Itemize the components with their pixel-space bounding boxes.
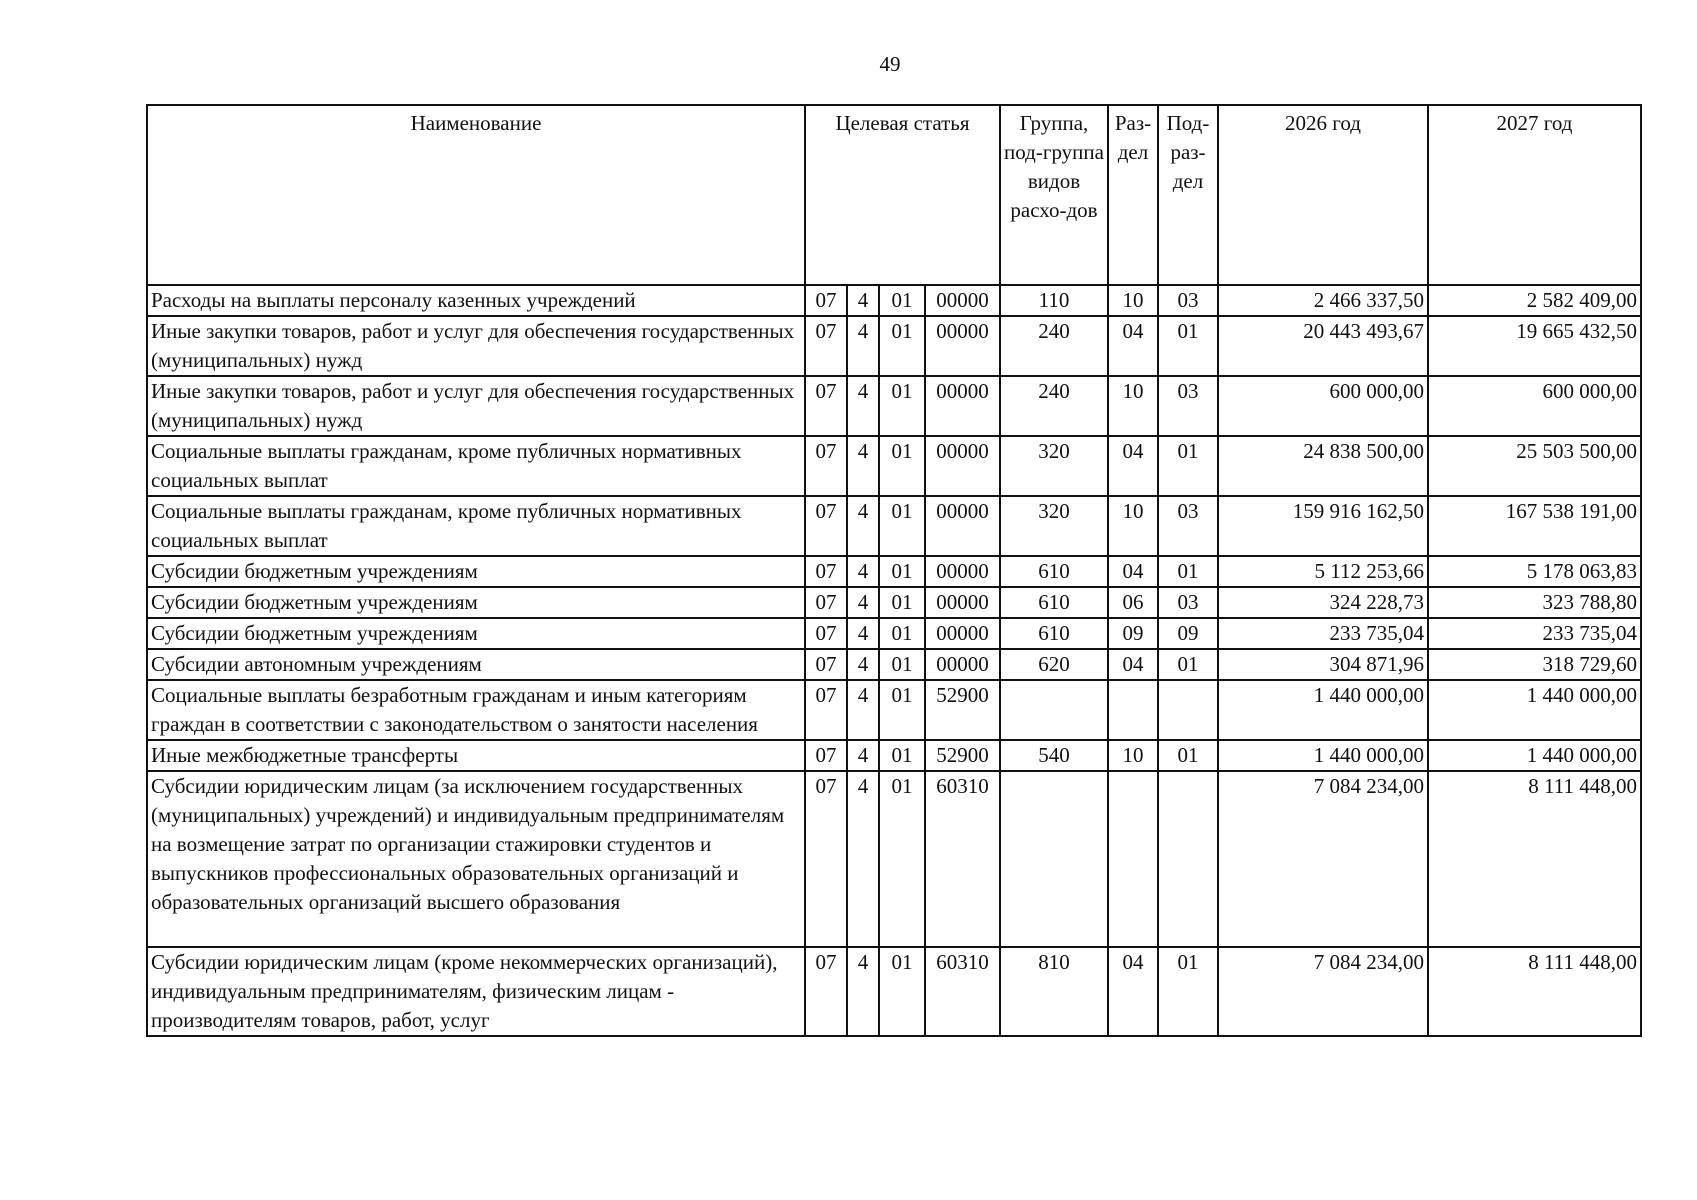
cell-amount-2027: 1 440 000,00 [1428,740,1641,771]
table-row [147,587,1641,618]
cell-name: Субсидии автономным учреждениям [147,649,805,680]
cell-target-code-2: 4 [847,649,879,680]
cell-amount-2027: 25 503 500,00 [1428,436,1641,496]
cell-name: Иные закупки товаров, работ и услуг для обеспечения государственных (муниципальных) нужд [147,376,805,436]
cell-target-code-3: 01 [879,649,925,680]
cell-amount-2026: 20 443 493,67 [1218,316,1428,376]
cell-name: Субсидии бюджетным учреждениям [147,618,805,649]
cell-target-code-1: 07 [805,680,847,740]
cell-subsection [1158,771,1218,947]
cell-target-code-4: 00000 [925,436,1000,496]
cell-name: Субсидии юридическим лицам (за исключением государственных (муниципальных) учреждений) и индивидуальным предпринимателям на возмещение затрат по организации стажировки студентов и выпускников профессиональных образовательных организаций и образовательных организаций высшего образования [147,771,805,947]
cell-amount-2026: 1 440 000,00 [1218,680,1428,740]
cell-target-code-1: 07 [805,618,847,649]
cell-target-code-1: 07 [805,947,847,1036]
page-number: 49 [879,52,901,76]
cell-amount-2027: 233 735,04 [1428,618,1641,649]
cell-target-code-3: 01 [879,285,925,316]
cell-target-code-3: 01 [879,771,925,947]
table-row [147,740,1641,771]
cell-target-code-2: 4 [847,376,879,436]
table-row [147,556,1641,587]
cell-target-code-4: 60310 [925,771,1000,947]
cell-target-code-4: 00000 [925,556,1000,587]
cell-subsection: 03 [1158,285,1218,316]
cell-amount-2026: 304 871,96 [1218,649,1428,680]
cell-target-code-2: 4 [847,496,879,556]
cell-section: 10 [1108,740,1158,771]
header-subsection: Под-раз-дел [1158,105,1218,285]
cell-expense-group [1000,680,1108,740]
table-row [147,771,1641,947]
cell-target-code-3: 01 [879,618,925,649]
cell-name: Социальные выплаты гражданам, кроме публичных нормативных социальных выплат [147,436,805,496]
cell-target-code-4: 00000 [925,649,1000,680]
budget-table [146,104,1642,1037]
cell-subsection: 01 [1158,947,1218,1036]
cell-target-code-4: 52900 [925,740,1000,771]
header-target-article: Целевая статья [805,105,1000,285]
cell-target-code-3: 01 [879,436,925,496]
cell-subsection: 03 [1158,376,1218,436]
table-row [147,285,1641,316]
cell-amount-2027: 5 178 063,83 [1428,556,1641,587]
cell-target-code-2: 4 [847,740,879,771]
header-section: Раз-дел [1108,105,1158,285]
cell-target-code-1: 07 [805,771,847,947]
table-row [147,316,1641,376]
cell-subsection: 01 [1158,649,1218,680]
cell-section: 09 [1108,618,1158,649]
cell-amount-2027: 318 729,60 [1428,649,1641,680]
cell-amount-2026: 24 838 500,00 [1218,436,1428,496]
cell-target-code-2: 4 [847,316,879,376]
table-row [147,376,1641,436]
cell-target-code-3: 01 [879,376,925,436]
table-row [147,436,1641,496]
cell-target-code-4: 60310 [925,947,1000,1036]
cell-target-code-1: 07 [805,316,847,376]
cell-target-code-3: 01 [879,947,925,1036]
cell-name: Социальные выплаты безработным гражданам и иным категориям граждан в соответствии с законодательством о занятости населения [147,680,805,740]
cell-amount-2026: 1 440 000,00 [1218,740,1428,771]
cell-name: Социальные выплаты гражданам, кроме публичных нормативных социальных выплат [147,496,805,556]
cell-amount-2026: 5 112 253,66 [1218,556,1428,587]
cell-section: 04 [1108,556,1158,587]
table-header-row [147,105,1641,285]
header-expense-group: Группа, под-группа видов расхо-дов [1000,105,1108,285]
table-row [147,649,1641,680]
cell-amount-2026: 159 916 162,50 [1218,496,1428,556]
cell-name: Расходы на выплаты персоналу казенных учреждений [147,285,805,316]
cell-amount-2026: 7 084 234,00 [1218,771,1428,947]
cell-amount-2027: 600 000,00 [1428,376,1641,436]
cell-target-code-2: 4 [847,618,879,649]
cell-target-code-2: 4 [847,436,879,496]
cell-amount-2026: 600 000,00 [1218,376,1428,436]
cell-section: 10 [1108,376,1158,436]
cell-section: 10 [1108,285,1158,316]
cell-target-code-1: 07 [805,376,847,436]
cell-name: Субсидии юридическим лицам (кроме некоммерческих организаций), индивидуальным предпринимателям, физическим лицам - производителям товаров, работ, услуг [147,947,805,1036]
cell-name: Иные закупки товаров, работ и услуг для обеспечения государственных (муниципальных) нужд [147,316,805,376]
cell-target-code-4: 00000 [925,587,1000,618]
cell-expense-group [1000,771,1108,947]
cell-amount-2026: 233 735,04 [1218,618,1428,649]
cell-expense-group: 240 [1000,376,1108,436]
cell-target-code-2: 4 [847,556,879,587]
cell-section [1108,680,1158,740]
cell-amount-2026: 324 228,73 [1218,587,1428,618]
cell-target-code-1: 07 [805,649,847,680]
budget-table-container [146,104,1642,1037]
cell-subsection: 03 [1158,496,1218,556]
table-row [147,618,1641,649]
cell-amount-2027: 167 538 191,00 [1428,496,1641,556]
table-row [147,947,1641,1036]
cell-amount-2027: 8 111 448,00 [1428,947,1641,1036]
cell-section: 04 [1108,316,1158,376]
cell-expense-group: 610 [1000,587,1108,618]
cell-target-code-3: 01 [879,556,925,587]
cell-section: 04 [1108,436,1158,496]
cell-target-code-4: 00000 [925,285,1000,316]
cell-subsection: 09 [1158,618,1218,649]
cell-expense-group: 110 [1000,285,1108,316]
cell-section [1108,771,1158,947]
cell-subsection: 01 [1158,740,1218,771]
cell-target-code-2: 4 [847,771,879,947]
header-year-2027: 2027 год [1428,105,1641,285]
header-name: Наименование [147,105,805,285]
cell-section: 04 [1108,649,1158,680]
cell-expense-group: 810 [1000,947,1108,1036]
cell-amount-2027: 1 440 000,00 [1428,680,1641,740]
cell-subsection: 01 [1158,436,1218,496]
cell-amount-2026: 7 084 234,00 [1218,947,1428,1036]
cell-name: Иные межбюджетные трансферты [147,740,805,771]
cell-expense-group: 610 [1000,618,1108,649]
cell-target-code-3: 01 [879,587,925,618]
cell-amount-2027: 19 665 432,50 [1428,316,1641,376]
cell-expense-group: 320 [1000,436,1108,496]
cell-expense-group: 540 [1000,740,1108,771]
cell-target-code-4: 00000 [925,618,1000,649]
cell-target-code-1: 07 [805,740,847,771]
cell-target-code-1: 07 [805,496,847,556]
cell-target-code-4: 00000 [925,376,1000,436]
table-row [147,680,1641,740]
cell-section: 06 [1108,587,1158,618]
table-row [147,496,1641,556]
cell-target-code-3: 01 [879,740,925,771]
cell-target-code-1: 07 [805,436,847,496]
cell-amount-2027: 323 788,80 [1428,587,1641,618]
cell-subsection: 03 [1158,587,1218,618]
cell-target-code-1: 07 [805,285,847,316]
cell-expense-group: 240 [1000,316,1108,376]
cell-amount-2026: 2 466 337,50 [1218,285,1428,316]
cell-target-code-4: 00000 [925,316,1000,376]
cell-section: 10 [1108,496,1158,556]
cell-target-code-3: 01 [879,316,925,376]
cell-target-code-2: 4 [847,587,879,618]
cell-target-code-2: 4 [847,285,879,316]
cell-amount-2027: 8 111 448,00 [1428,771,1641,947]
header-year-2026: 2026 год [1218,105,1428,285]
cell-target-code-3: 01 [879,496,925,556]
cell-expense-group: 610 [1000,556,1108,587]
cell-subsection: 01 [1158,316,1218,376]
cell-target-code-2: 4 [847,947,879,1036]
cell-target-code-3: 01 [879,680,925,740]
cell-expense-group: 320 [1000,496,1108,556]
cell-target-code-1: 07 [805,556,847,587]
cell-subsection [1158,680,1218,740]
cell-target-code-4: 52900 [925,680,1000,740]
cell-target-code-1: 07 [805,587,847,618]
cell-subsection: 01 [1158,556,1218,587]
cell-target-code-2: 4 [847,680,879,740]
cell-target-code-4: 00000 [925,496,1000,556]
cell-amount-2027: 2 582 409,00 [1428,285,1641,316]
cell-section: 04 [1108,947,1158,1036]
cell-name: Субсидии бюджетным учреждениям [147,587,805,618]
cell-expense-group: 620 [1000,649,1108,680]
cell-name: Субсидии бюджетным учреждениям [147,556,805,587]
